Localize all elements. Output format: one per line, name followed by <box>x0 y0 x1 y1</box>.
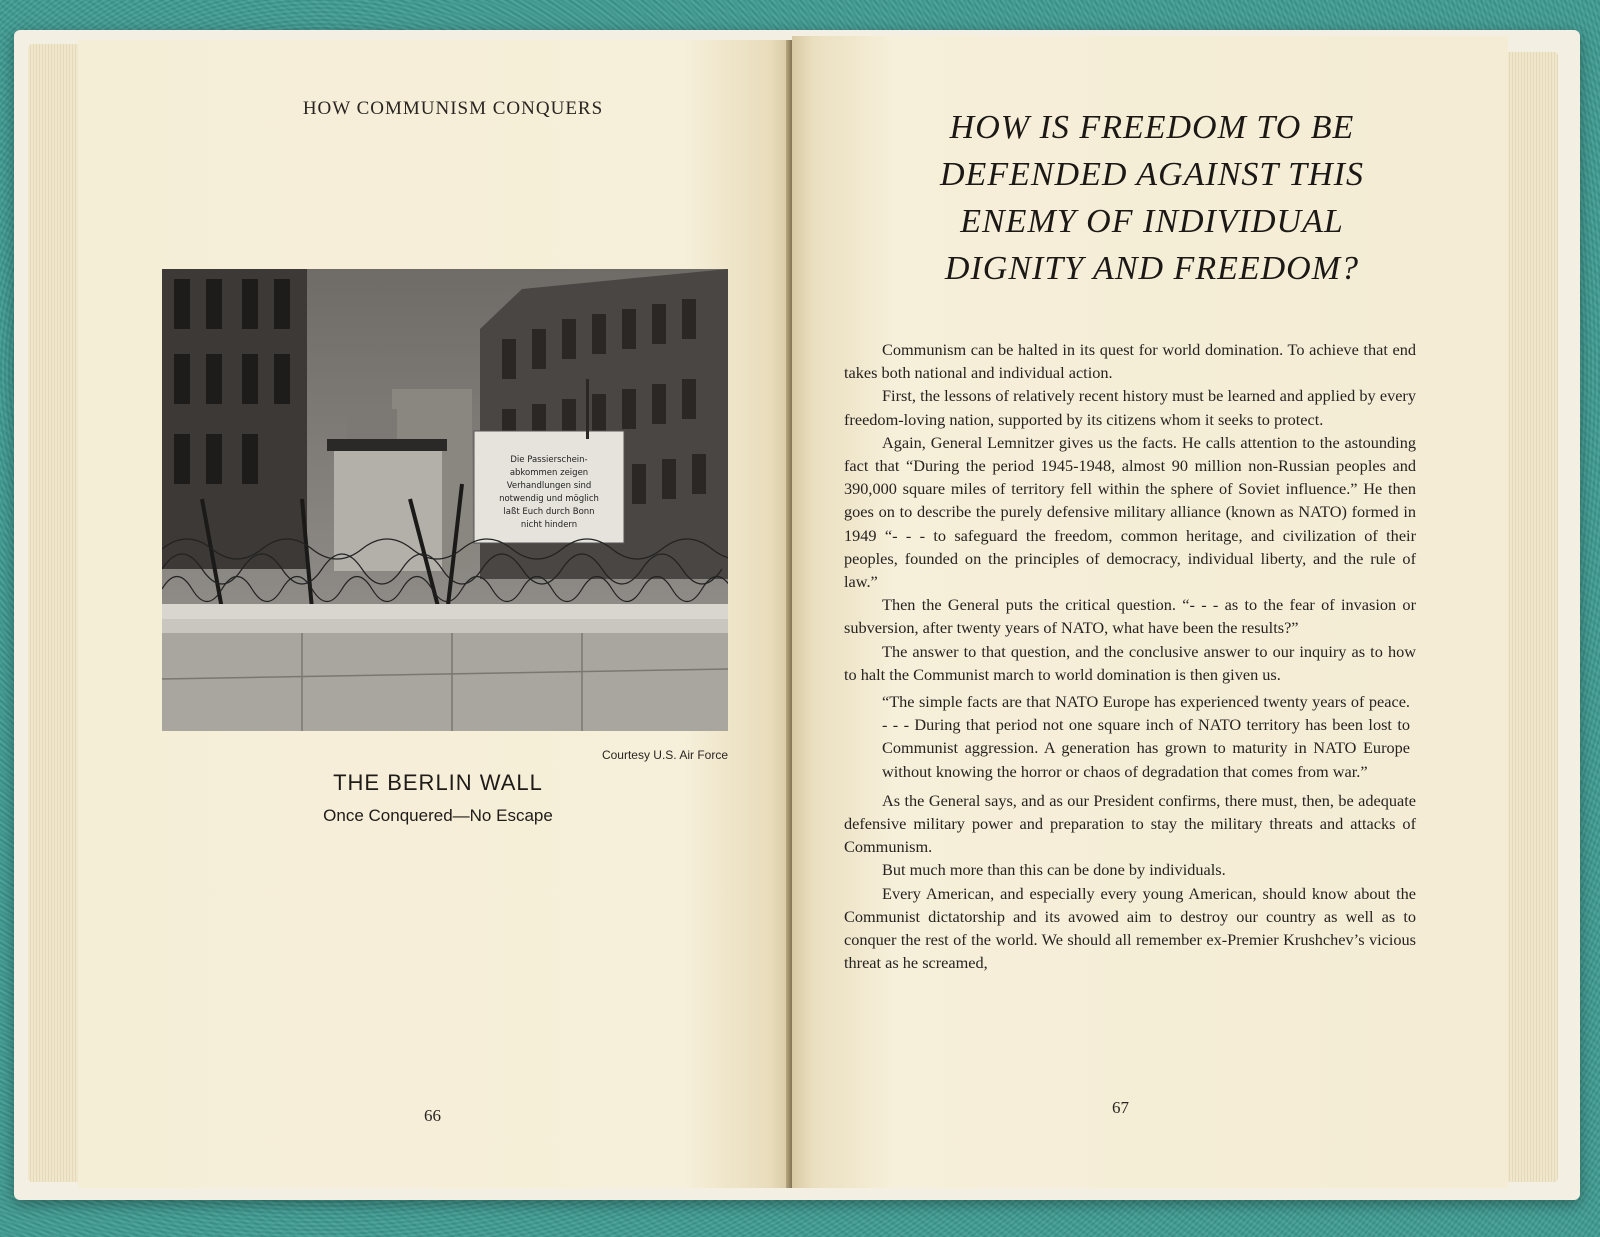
paragraph: As the General says, and as our President confirms, there must, then, be adequate defensive military power and preparation to stay the military threats and attacks of Communism. <box>844 790 1416 857</box>
page-number-left: 66 <box>424 1106 441 1125</box>
sign-line-6: nicht hindern <box>520 520 578 530</box>
paragraph: First, the lessons of relatively recent history must be learned and applied by every freedom-loving nation, supported by its citizens whom it seeks to protect. <box>844 386 1416 429</box>
chapter-heading <box>872 104 1432 292</box>
sign-line-4: notwendig und möglich <box>499 494 599 504</box>
sign-line-3: Verhandlungen sind <box>506 481 592 491</box>
paragraph: Then the General puts the critical question. “- - - as to the fear of invasion or subversion, after twenty years of NATO, what have been the results?” <box>844 595 1416 638</box>
heading-line: DIGNITY AND FREEDOM? <box>944 250 1360 287</box>
sign-line-5: laßt Euch durch Bonn <box>503 507 595 517</box>
paragraph: Again, General Lemnitzer gives us the facts. He calls attention to the astounding fact that “During the period 1945-1948, almost 90 million non-Russian peoples and 390,000 square miles of territory fell within the sphere of Soviet influence.” He then goes on to describe the purely defensive military alliance (known as NATO) formed in 1949 “- - - to safeguard the freedom, common heritage, and civilization of their peoples, founded on the principles of democracy, individual liberty, and the rule of law.” <box>844 432 1416 592</box>
paragraph: Communism can be halted in its quest for world domination. To achieve that end takes both national and individual action. <box>844 340 1416 383</box>
block-quote: “The simple facts are that NATO Europe has experienced twenty years of peace. - - - During that period not one square inch of NATO territory has been lost to Communist aggression. A generation has grown to maturity in NATO Europe without knowing the horror or chaos of degradation that comes from war.” <box>882 692 1410 781</box>
paragraph: Every American, and especially every young American, should know about the Communist dictatorship and its avowed aim to destroy our country as well as to conquer the rest of the world. We should all remember ex-Premier Krushchev’s vicious threat as he screamed, <box>844 883 1416 973</box>
heading-line: DEFENDED AGAINST THIS <box>940 156 1364 193</box>
body-text <box>844 338 1416 974</box>
paragraph: The answer to that question, and the conclusive answer to our inquiry as to how to halt the Communist march to world domination is then given us. <box>844 641 1416 684</box>
sign-line-2: abkommen zeigen <box>509 468 589 478</box>
page-number-right: 67 <box>1112 1098 1129 1117</box>
heading-line: HOW IS FREEDOM TO BE <box>949 109 1355 146</box>
left-page <box>78 40 792 1188</box>
caption-subtitle: Once Conquered—No Escape <box>323 806 553 825</box>
berlin-wall-photo <box>162 269 728 731</box>
right-page <box>792 36 1508 1188</box>
caption-title: THE BERLIN WALL <box>333 770 543 795</box>
paragraph: But much more than this can be done by individuals. <box>882 860 1226 880</box>
sign-line-1: Die Passierschein- <box>510 455 588 465</box>
heading-line: ENEMY OF INDIVIDUAL <box>960 203 1344 240</box>
running-head: HOW COMMUNISM CONQUERS <box>302 98 604 119</box>
photo-credit: Courtesy U.S. Air Force <box>601 748 728 762</box>
